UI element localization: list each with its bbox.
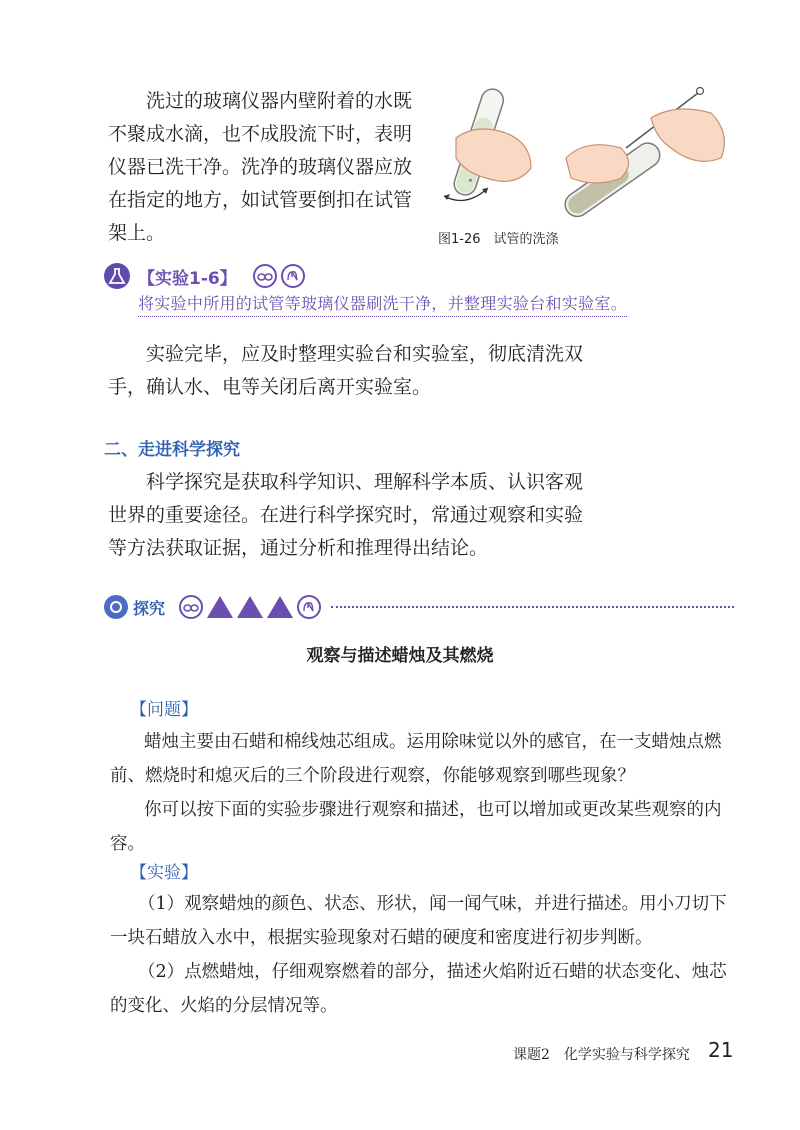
hand-wash-icon [281,264,305,288]
experiment-step-2: （2）点燃蜡烛，仔细观察燃着的部分，描述火焰附近石蜡的状态变化、烛芯的变化、火焰的分层情况等。 [110,962,727,1016]
fire-warning-icon [267,596,293,618]
explore-target-icon [104,595,128,619]
experiment-title: 【实验1-6】 [138,268,237,289]
question-header: 【问题】 [130,700,198,720]
experiment-header [104,261,305,291]
footer-chapter: 课题2 化学实验与科学探究 [513,1047,690,1063]
right-hand [651,109,724,161]
experiment-step-1: （1）观察蜡烛的颜色、状态、形状，闻一闻气味，并进行描述。用小刀切下一块石蜡放入水中，根据实验现象对石蜡的硬度和密度进行初步判断。 [110,894,727,948]
hand-wash-icon [297,595,321,619]
goggles-icon [179,595,203,619]
experiment-description: 将实验中所用的试管等玻璃仪器刷洗干净，并整理实验台和实验室。 [138,291,627,317]
explore-header [104,592,734,622]
question-more: 你可以按下面的实验步骤进行观察和描述，也可以增加或更改某些观察的内容。 [110,800,722,854]
middle-hand [566,145,629,183]
dotted-divider [331,606,734,608]
page-number: 21 [708,1038,734,1062]
explore-label: 探究 [133,598,166,618]
experiment-steps-header: 【实验】 [130,863,198,883]
section-body: 科学探究是获取科学知识、理解科学本质、认识客观世界的重要途径。在进行科学探究时，常通过观察和实验等方法获取证据，通过分析和推理得出结论。 [108,471,584,559]
goggles-icon [253,264,277,288]
sharp-object-warning-icon [237,596,263,618]
question-body: 蜡烛主要由石蜡和棉线烛芯组成。运用除味觉以外的感官，在一支蜡烛点燃前、燃烧时和熄灭后的三个阶段进行观察，你能够观察到哪些现象？ [110,732,722,786]
after-experiment-paragraph: 实验完毕，应及时整理实验台和实验室，彻底清洗双手，确认水、电等关闭后离开实验室。 [108,343,584,398]
heat-warning-icon [207,596,233,618]
figure-caption: 图1-26 试管的洗涤 [438,232,559,247]
explore-title: 观察与描述蜡烛及其燃烧 [306,646,494,666]
flask-icon [104,263,130,289]
test-tube-washing-figure [436,78,736,228]
intro-paragraph: 洗过的玻璃仪器内壁附着的水既不聚成水滴，也不成股流下时，表明仪器已洗干净。洗净的玻璃仪器应放在指定的地方，如试管要倒扣在试管架上。 [108,90,413,244]
section-title: 二、走进科学探究 [104,440,240,460]
